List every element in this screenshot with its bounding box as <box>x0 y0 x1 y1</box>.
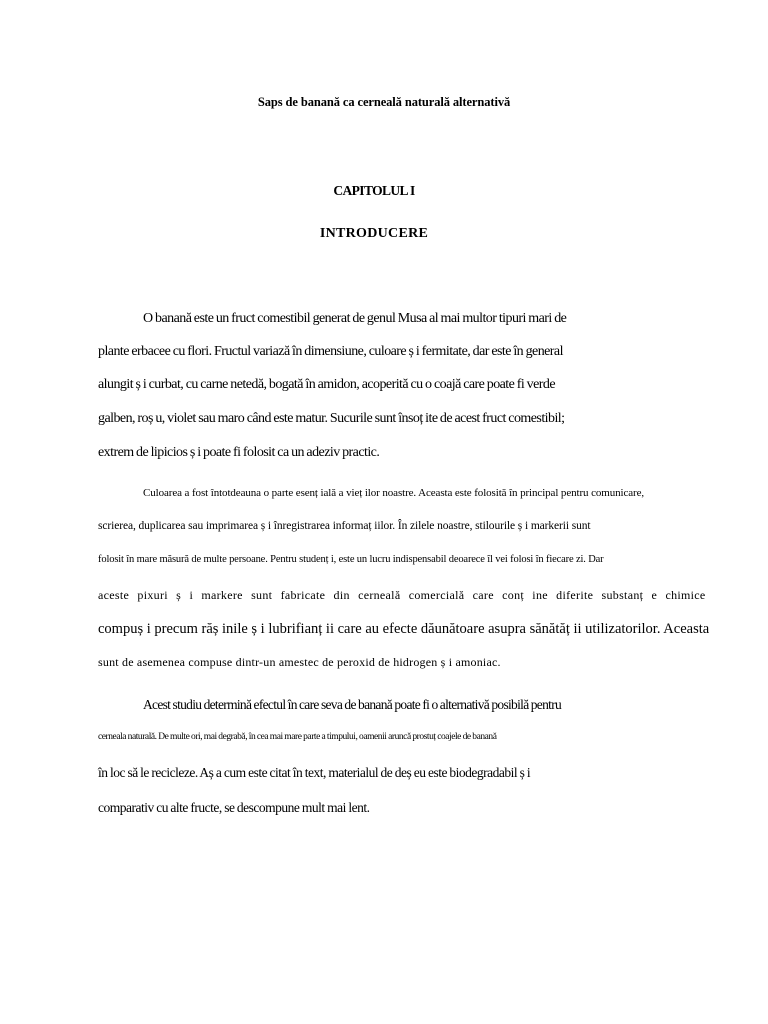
paragraph-line: Culoarea a fost întotdeauna o parte esenț ială a vieț ilor noastre. Aceasta este folosită în principal pentru comunicare, <box>143 487 645 499</box>
paragraph-line: comparativ cu alte fructe, se descompune mult mai lent. <box>98 800 370 815</box>
paragraph-line: compuș i precum răș inile ș i lubrifianț ii care au efecte dăunătoare asupra sănătăț ii utilizatorilor. Aceasta <box>98 621 710 637</box>
paragraph-line: extrem de lipicios ș i poate fi folosit ca un adeziv practic. <box>98 445 380 460</box>
paragraph-line: folosit în mare măsură de multe persoane. Pentru studenț i, este un lucru indispensabil deoarece îl vei folosi în fiecare zi. Dar <box>98 554 604 565</box>
paragraph-line: Acest studiu determină efectul în care seva de banană poate fi o alternativă posibilă pentru <box>143 697 562 712</box>
paragraph-line: O banană este un fruct comestibil generat de genul Musa al mai multor tipuri mari de <box>143 311 567 326</box>
paragraph-line: în loc să le recicleze. Aș a cum este citat în text, materialul de deș eu este biodegradabil ș i <box>98 765 531 780</box>
paragraph-line: aceste pixuri ș i markere sunt fabricate din cerneală comercială care conț ine diferite substanț e chimice <box>98 588 706 602</box>
paragraph-line: cerneala naturală. De multe ori, mai degrabă, în cea mai mare parte a timpului, oamenii aruncă prostuț coajele de banană <box>98 732 497 742</box>
paragraph-line: plante erbacee cu flori. Fructul variază în dimensiune, culoare ș i fermitate, dar este în general <box>98 344 563 359</box>
paragraph-line: alungit ș i curbat, cu carne netedă, bogată în amidon, acoperită cu o coajă care poate fi verde <box>98 377 556 392</box>
section-heading: INTRODUCERE <box>319 226 429 241</box>
chapter-heading: CAPITOLUL I <box>333 183 415 198</box>
paragraph-line: scrierea, duplicarea sau imprimarea ș i înregistrarea informaț iilor. În zilele noastre, stilourile ș i markerii sunt <box>98 520 591 532</box>
document-title: Saps de banană ca cerneală naturală alternativă <box>257 95 511 109</box>
paragraph-line: galben, roș u, violet sau maro când este matur. Sucurile sunt însoț ite de acest fruct comestibil; <box>98 411 565 426</box>
paragraph-line: sunt de asemenea compuse dintr-un amestec de peroxid de hidrogen ș i amoniac. <box>98 655 501 669</box>
